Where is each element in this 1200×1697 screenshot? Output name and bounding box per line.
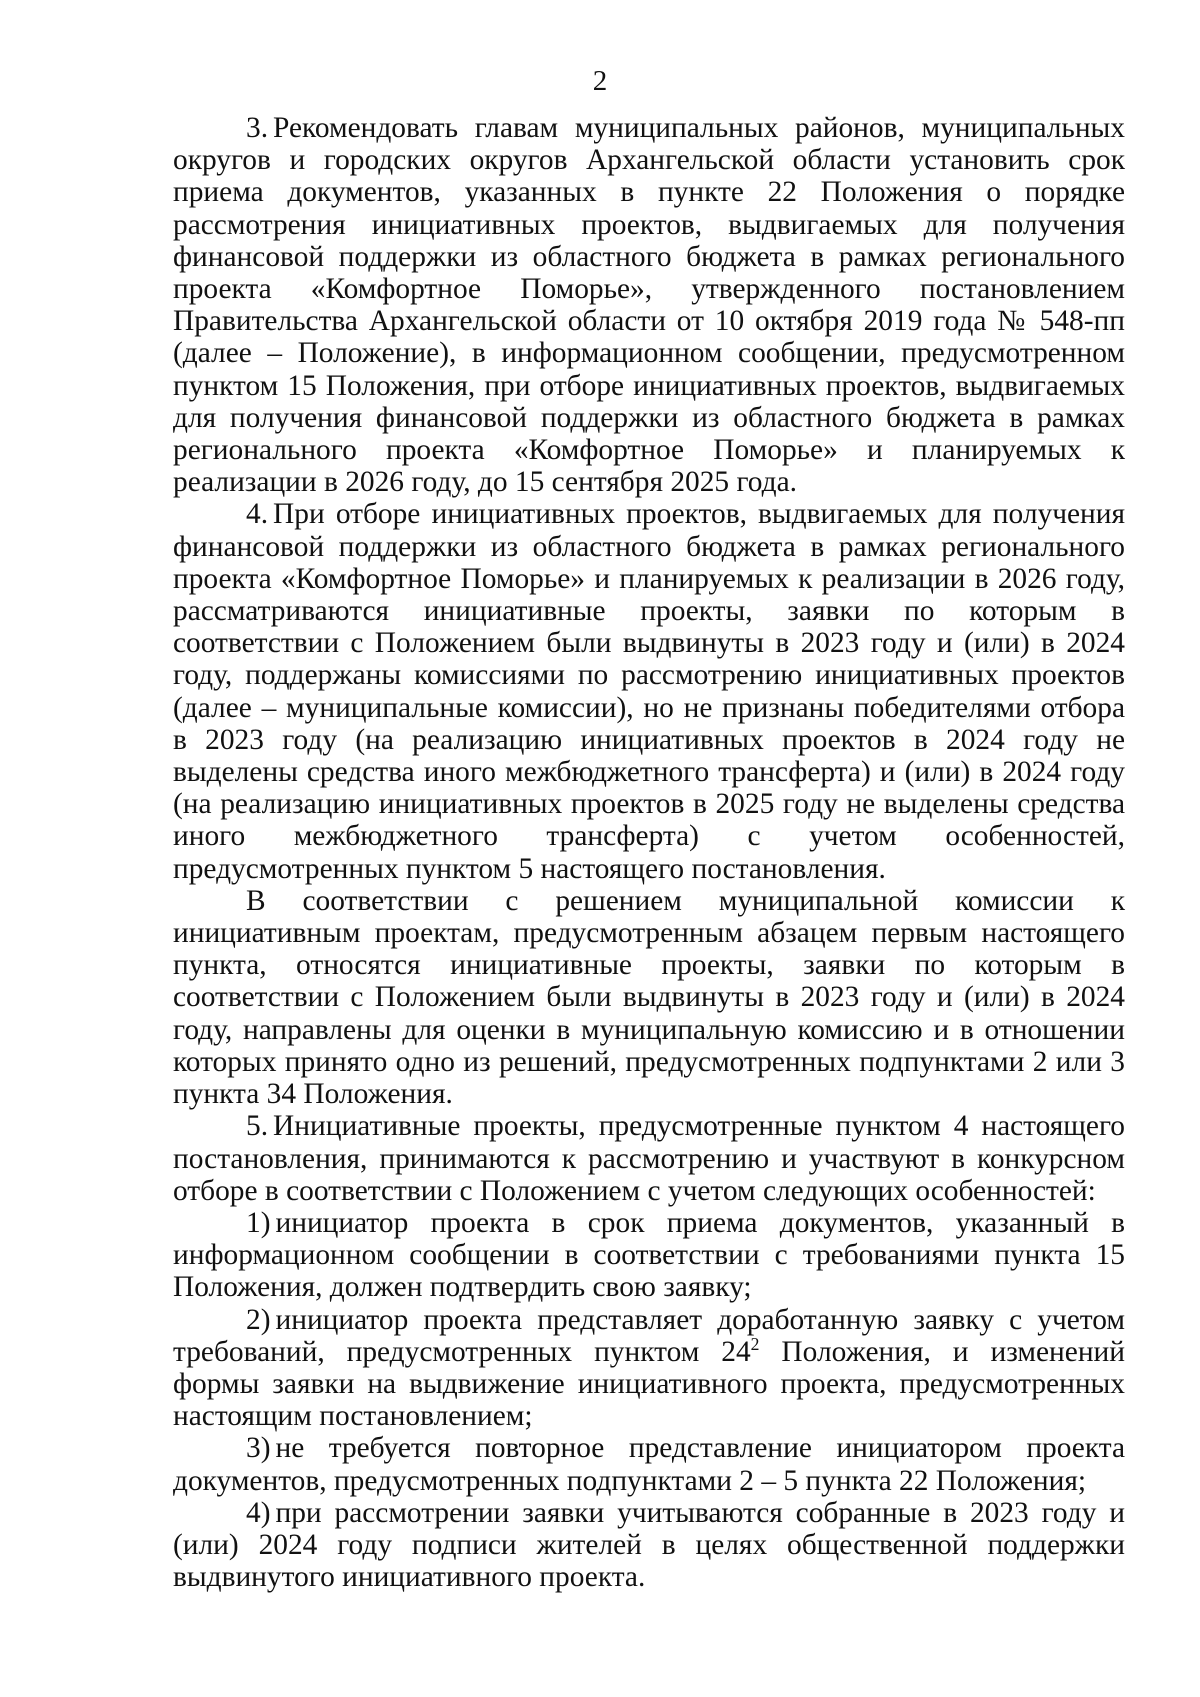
subitem-text-after-sup: Положения, и изменений формы заявки на выдвижение инициативного проекта, предусмотренных настоящим постановлением; (173, 1335, 1126, 1433)
paragraph-text: При отборе инициативных проектов, выдвигаемых для получения финансовой поддержки из областного бюджета в рамках регионального проекта «Комфортное Поморье» и планируемых к реализации в 2026 году, рассматриваются инициативные проекты, заявки по которым в соответствии с Положением были выдвинуты в 2023 году и (или) в 2024 году, поддержаны комиссиями по рассмотрению инициативных проектов (далее – муниципальные комиссии), но не признаны победителями отбора в 2023 году (на реализацию инициативных проектов в 2024 году не выделены средства иного межбюджетного трансферта) и (или) в 2024 году (на реализацию инициативных проектов в 2025 году не выделены средства иного межбюджетного трансферта) с учетом особенностей, предусмотренных пунктом 5 настоящего постановления. (173, 498, 1125, 885)
paragraph-3 (173, 112, 1125, 498)
subitem-text: не требуется повторное представление инициатором проекта документов, предусмотренных подпунктами 2 – 5 пункта 22 Положения; (173, 1432, 1125, 1497)
subitem-1 (173, 1207, 1125, 1304)
subitem-number: 1) (246, 1206, 271, 1239)
paragraph-number: 4. (246, 498, 269, 531)
paragraph-number: 3. (246, 112, 269, 144)
subitem-number: 4) (246, 1496, 271, 1529)
paragraph-4-second-section (173, 885, 1125, 1110)
superscript: 2 (750, 1333, 760, 1354)
subitem-text: инициатор проекта в срок приема документов, указанный в информационном сообщении в соответствии с требованиями пункта 15 Положения, должен подтвердить свою заявку; (173, 1206, 1125, 1304)
subitem-text-before-sup: инициатор проекта представляет доработанную заявку с учетом требований, предусмотренных пунктом 24 (173, 1303, 1125, 1368)
paragraph-text: Инициативные проекты, предусмотренные пунктом 4 настоящего постановления, принимаются к рассмотрению и участвуют в конкурсном отборе в соответствии с Положением с учетом следующих особенностей: (173, 1110, 1125, 1207)
subitem-number: 2) (246, 1303, 271, 1336)
subitem-number: 3) (246, 1432, 271, 1465)
page-number: 2 (592, 65, 608, 97)
subitem-text: при рассмотрении заявки учитываются собранные в 2023 году и (или) 2024 году подписи жителей в целях общественной поддержки выдвинутого инициативного проекта. (173, 1496, 1125, 1594)
paragraph-5 (173, 1110, 1125, 1207)
subitem-3 (173, 1432, 1125, 1496)
paragraph-text: Рекомендовать главам муниципальных районов, муниципальных округов и городских округов Архангельской области установить срок приема документов, указанных в пункте 22 Положения о порядке рассмотрения инициативных проектов, выдвигаемых для получения финансовой поддержки из областного бюджета в рамках регионального проекта «Комфортное Поморье», утвержденного постановлением Правительства Архангельской области от 10 октября 2019 года № 548-пп (далее – Положение), в информационном сообщении, предусмотренном пунктом 15 Положения, при отборе инициативных проектов, выдвигаемых для получения финансовой поддержки из областного бюджета в рамках регионального проекта «Комфортное Поморье» и планируемых к реализации в 2026 году, до 15 сентября 2025 года. (173, 112, 1125, 499)
subitem-2 (173, 1304, 1125, 1433)
subitem-4 (173, 1497, 1125, 1594)
document-body (173, 112, 1125, 1593)
paragraph-number: 5. (246, 1110, 269, 1143)
paragraph-text: В соответствии с решением муниципальной комиссии к инициативным проектам, предусмотренным абзацем первым настоящего пункта, относятся инициативные проекты, заявки по которым в соответствии с Положением были выдвинуты в 2023 году и (или) в 2024 году, направлены для оценки в муниципальную комиссию и в отношении которых принято одно из решений, предусмотренных подпунктами 2 или 3 пункта 34 Положения. (173, 884, 1125, 1111)
paragraph-4 (173, 498, 1125, 884)
